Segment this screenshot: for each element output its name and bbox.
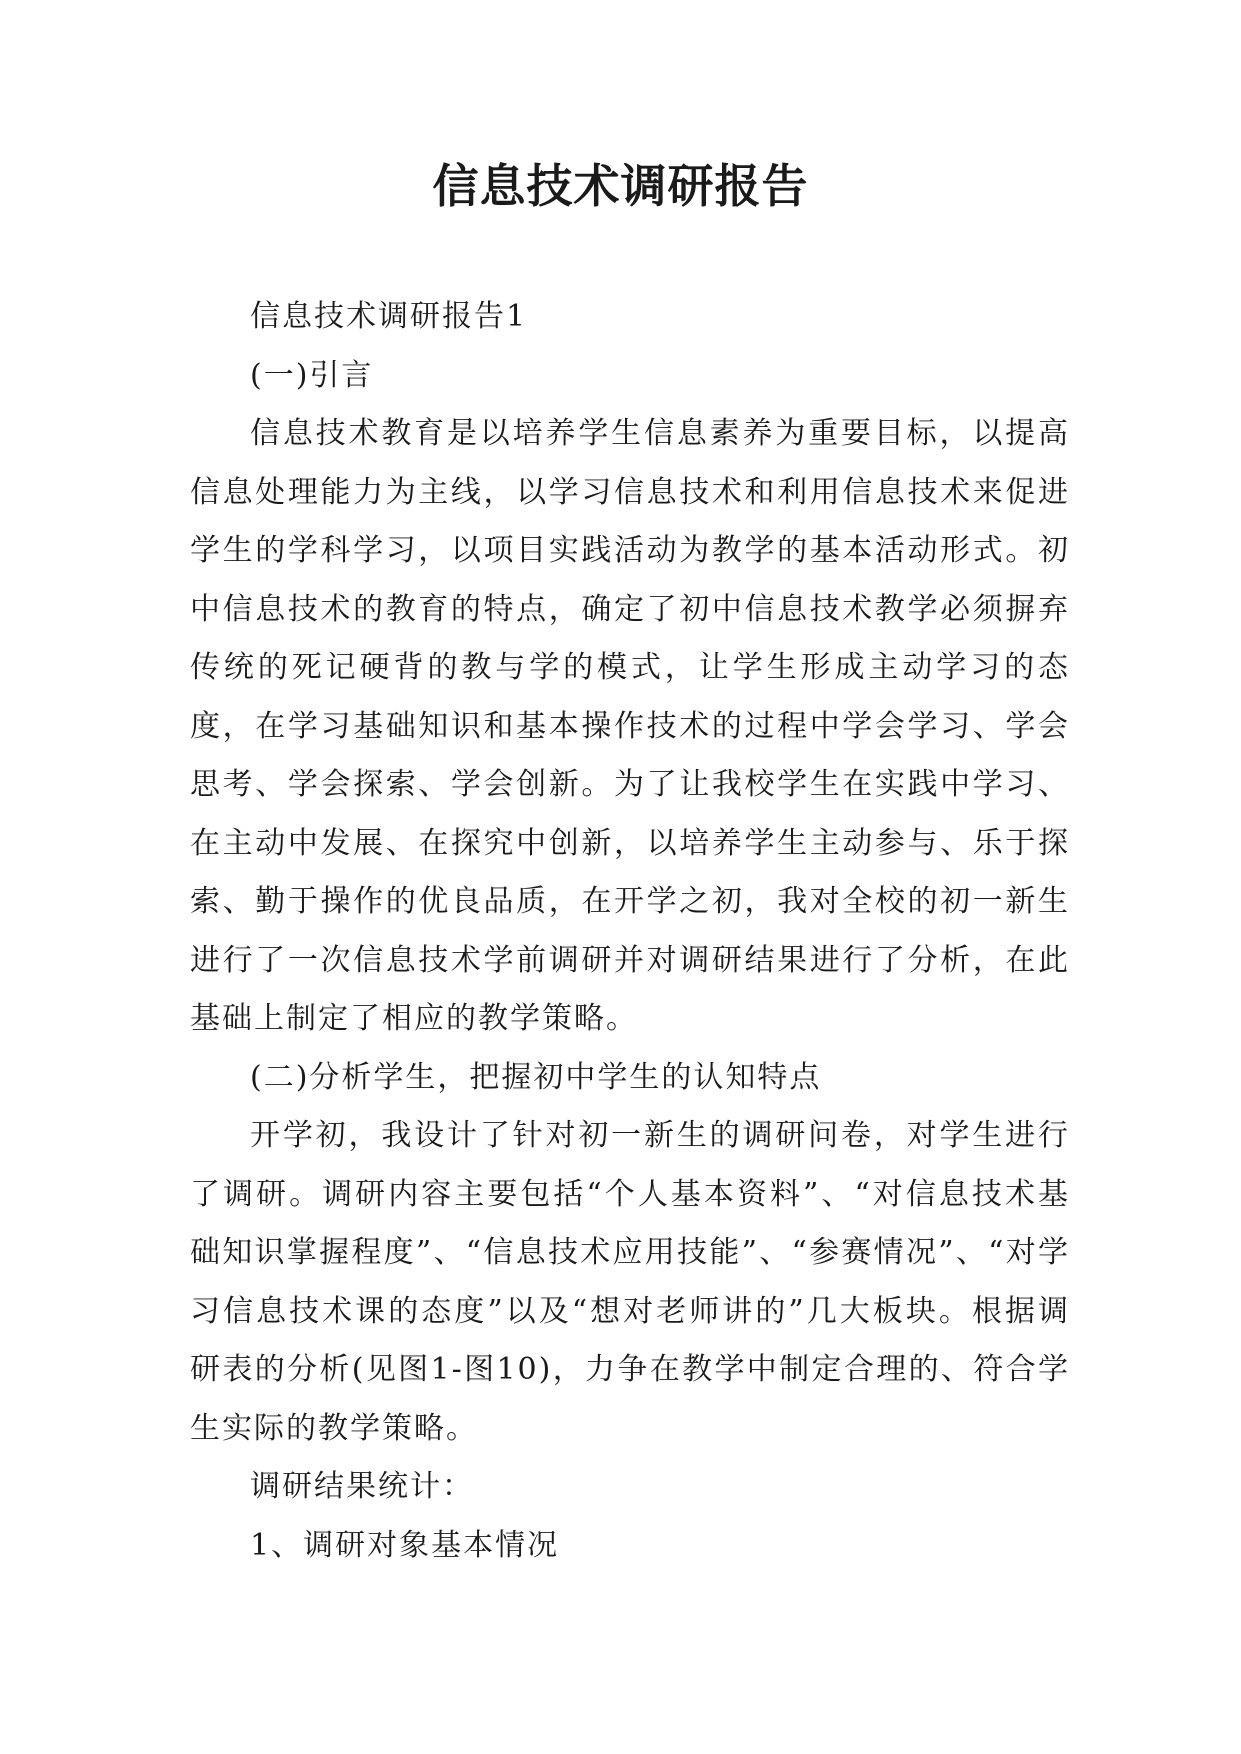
report-subtitle: 信息技术调研报告1 xyxy=(250,299,528,334)
results-item-1: 1、调研对象基本情况 xyxy=(250,1527,560,1563)
body-paragraph-introduction: 信息技术教育是以培养学生信息素养为重要目标，以提高信息处理能力为主线，以学习信息技术和利用信息技术来促进学生的学科学习，以项目实践活动为教学的基本活动形式。初中信息技术的教育的特点，确定了初中信息技术教学必须摒弃传统的死记硬背的教与学的模式，让学生形成主动学习的态度，在学习基础知识和基本操作技术的过程中学会学习、学会思考、学会探索、学会创新。为了让我校学生在实践中学习、在主动中发展、在探究中创新，以培养学生主动参与、乐于探索、勤于操作的优良品质，在开学之初，我对全校的初一新生进行了一次信息技术学前调研并对调研结果进行了分析，在此基础上制定了相应的教学策略。 xyxy=(190,416,1070,1036)
document-body xyxy=(190,288,1070,1575)
document-title: 信息技术调研报告 xyxy=(432,159,809,213)
body-paragraph-survey: 开学初，我设计了针对初一新生的调研问卷，对学生进行了调研。调研内容主要包括“个人基本资料”、“对信息技术基础知识掌握程度”、“信息技术应用技能”、“参赛情况”、“对学习信息技术课的态度”以及“想对老师讲的”几大板块。根据调研表的分析(见图1-图10)，力争在教学中制定合理的、符合学生实际的教学策略。 xyxy=(190,1118,1070,1446)
section-heading-introduction: (一)引言 xyxy=(250,357,374,393)
section-heading-student-analysis: (二)分析学生，把握初中学生的认知特点 xyxy=(250,1059,822,1095)
results-heading: 调研结果统计： xyxy=(250,1469,474,1504)
